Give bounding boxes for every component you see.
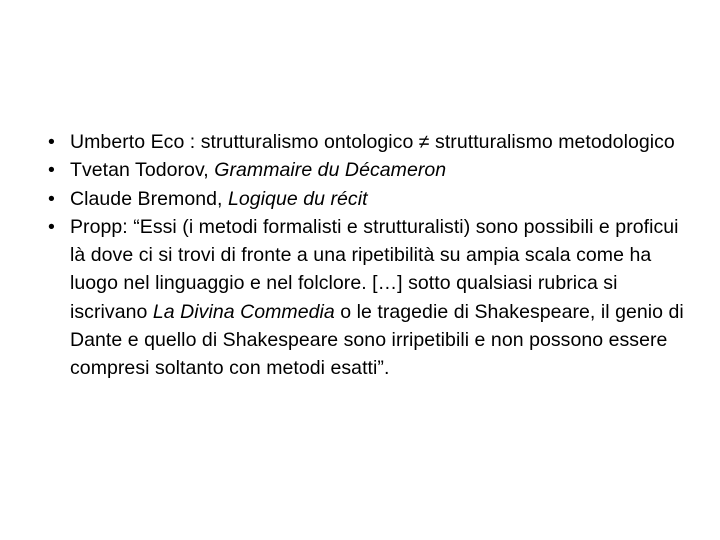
- bullet-icon: •: [48, 187, 55, 210]
- bullet-list: [48, 128, 688, 383]
- bullet-book-title: Logique du récit: [227, 187, 368, 210]
- quote-text-part1: Propp: “Essi (i metodi formalisti e strutturalisti) sono possibili e proficui là dove ci si trovi di fronte a una ripetibilità su ampia scala come ha luogo nel linguaggio e nel folclore. […] sotto qualsiasi rubrica si iscrivano: [70, 215, 679, 323]
- bullet-item-eco: [48, 128, 688, 156]
- quote-book-title: La Divina Commedia: [152, 300, 335, 323]
- bullet-book-title: Grammaire du Décameron: [214, 159, 447, 182]
- quote-text-part2: o le tragedie di Shakespeare, il genio di Dante e quello di Shakespeare sono irripetibili e non possono essere compresi soltanto con metodi esatti”.: [70, 300, 684, 380]
- bullet-icon: •: [48, 131, 55, 153]
- bullet-item-propp: [48, 213, 688, 383]
- bullet-icon: •: [48, 159, 55, 182]
- bullet-item-todorov: [48, 156, 688, 184]
- bullet-author: Tvetan Todorov,: [70, 159, 215, 182]
- bullet-icon: •: [48, 215, 55, 238]
- bullet-text: Umberto Eco : strutturalismo ontologico ≠ strutturalismo metodologico: [70, 131, 675, 153]
- bullet-item-bremond: [48, 185, 688, 213]
- bullet-author: Claude Bremond,: [70, 187, 228, 210]
